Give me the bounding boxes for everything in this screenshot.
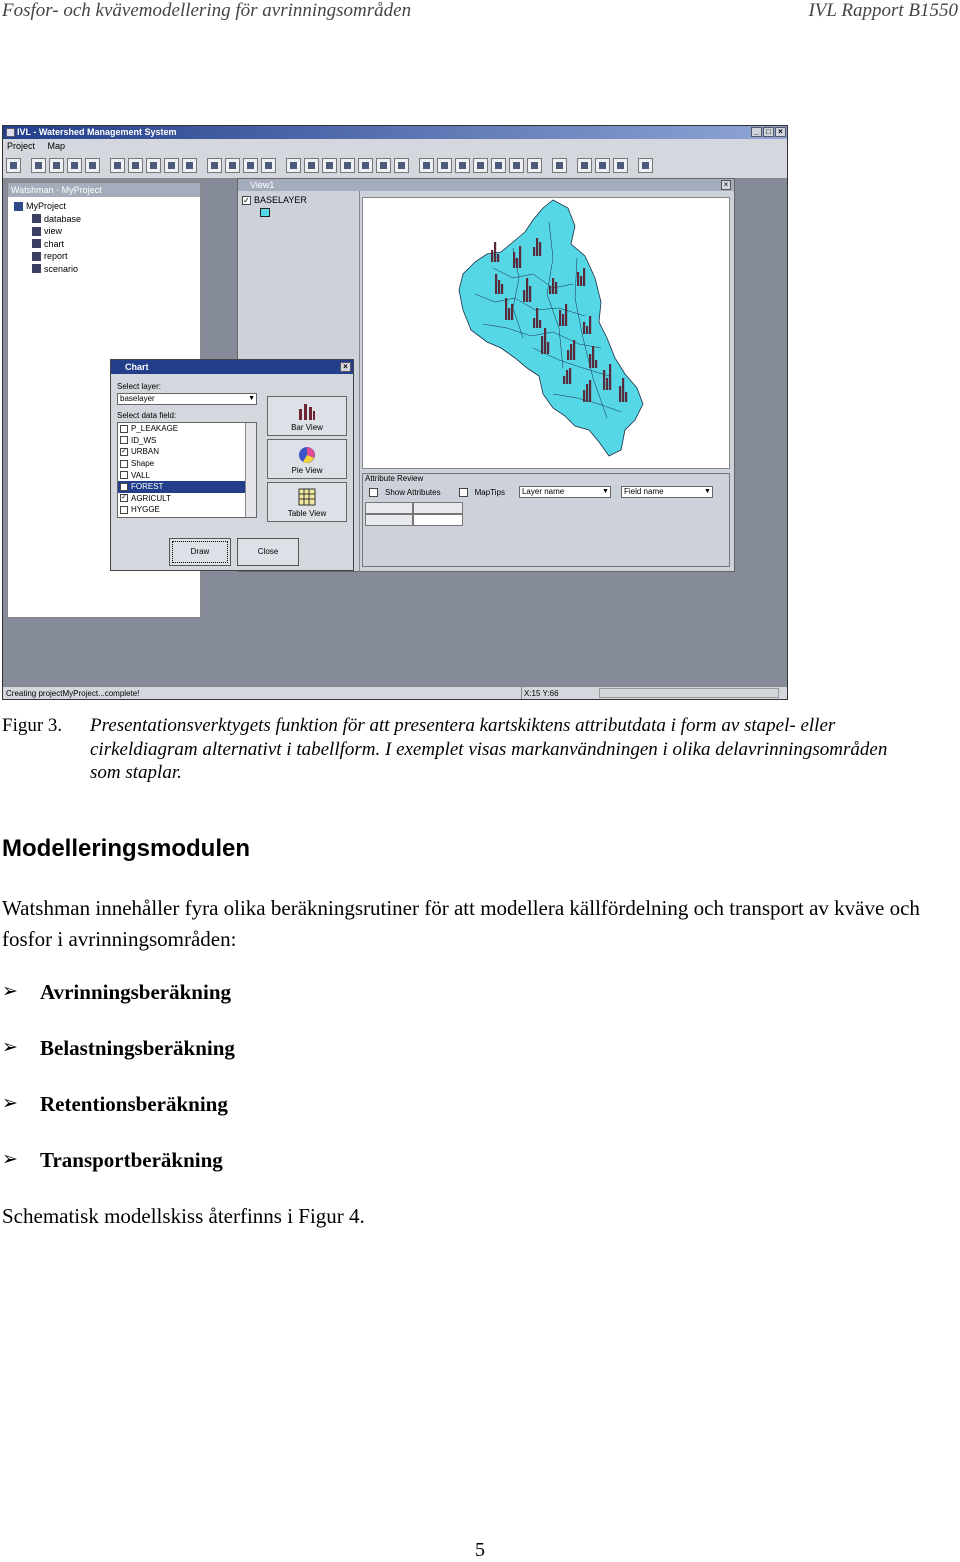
chart-icon <box>32 239 41 248</box>
map-bar <box>511 304 513 320</box>
field-label: AGRICULT <box>131 493 171 503</box>
help-icon[interactable] <box>638 158 653 173</box>
layer-legend <box>242 195 357 295</box>
chart-dialog <box>110 359 354 571</box>
arrow-bullet-icon: ➢ <box>2 1037 18 1058</box>
closing-paragraph: Schematisk modellskiss återfinns i Figur 4. <box>2 1204 365 1228</box>
map-bar <box>622 378 624 402</box>
chart-dialog-title: Chart × <box>111 360 353 374</box>
zoom-in-icon[interactable] <box>304 158 319 173</box>
report-icon <box>32 252 41 261</box>
layer-name-select[interactable]: Layer name ▼ <box>519 486 611 498</box>
map-bar <box>567 350 569 360</box>
page-number: 5 <box>475 1539 485 1561</box>
tree-item-report[interactable]: report <box>14 250 200 263</box>
open-icon[interactable] <box>49 158 64 173</box>
field-checkbox[interactable] <box>120 436 128 444</box>
layer-swatch <box>260 208 270 217</box>
map-bar <box>589 354 591 368</box>
view-icon <box>32 227 41 236</box>
map-graphic <box>363 198 729 468</box>
map-bar <box>577 272 579 286</box>
status-panel <box>599 688 779 698</box>
map-bar <box>539 242 541 256</box>
view-close-button[interactable]: × <box>721 180 731 190</box>
attribute-grid[interactable] <box>365 502 463 526</box>
map-bar <box>526 278 528 302</box>
minimize-button[interactable]: _ <box>751 127 762 137</box>
close-button[interactable]: × <box>775 127 786 137</box>
full-extent-icon[interactable] <box>358 158 373 173</box>
new-icon[interactable] <box>31 158 46 173</box>
map-bar <box>536 308 538 328</box>
map-bar <box>566 370 568 384</box>
field-label: VALL <box>131 470 150 480</box>
map-bar <box>625 392 627 402</box>
tree-item-chart[interactable]: chart <box>14 238 200 251</box>
app-icon <box>6 128 15 137</box>
section-heading: Modelleringsmodulen <box>2 835 251 862</box>
toolbar <box>3 153 787 179</box>
figure-caption-text: Presentationsverktygets funktion för att presentera kartskiktens attributdata i form av stapel- eller cirkeldiagram alternativt i tabellform. I exemplet visas markanvändningen i olika delavrinningsområden som staplar. <box>90 715 888 783</box>
shape-icon[interactable] <box>164 158 179 173</box>
field-item-urban[interactable] <box>118 446 256 458</box>
field-label: URBAN <box>131 447 160 457</box>
maximize-button[interactable]: □ <box>763 127 774 137</box>
query-icon[interactable] <box>243 158 258 173</box>
export-icon[interactable] <box>613 158 628 173</box>
table-view-button[interactable]: Table View <box>267 482 347 522</box>
app-title: IVL - Watershed Management System <box>17 127 177 137</box>
arrow-bullet-icon: ➢ <box>2 981 18 1002</box>
layer-select[interactable]: baselayer ▼ <box>117 393 257 405</box>
field-label: HYGGE <box>131 505 160 515</box>
list-item: ➢ Avrinningsberäkning <box>2 980 231 1004</box>
attribute-review-label: Attribute Review <box>365 474 424 483</box>
map-bar <box>562 314 564 326</box>
app-screenshot <box>2 125 788 700</box>
show-attributes-checkbox[interactable] <box>369 488 378 497</box>
pie-view-button[interactable]: Pie View <box>267 439 347 479</box>
toolbar-button[interactable] <box>6 158 21 173</box>
running-header-title: Fosfor- och kvävemodellering för avrinningsområden <box>2 0 412 21</box>
bar-view-button[interactable]: Bar View <box>267 396 347 436</box>
map-bar <box>583 390 585 402</box>
field-item-shape[interactable] <box>118 458 256 470</box>
project-panel-title: Watshman - MyProject <box>8 183 200 197</box>
select-icon[interactable] <box>419 158 434 173</box>
map-bar <box>497 254 499 262</box>
map-bar <box>539 320 541 328</box>
field-checkbox[interactable]: ✓ <box>121 494 127 502</box>
table-icon[interactable] <box>182 158 197 173</box>
map-bar <box>570 344 572 360</box>
map-bar <box>586 384 588 402</box>
map-bar <box>555 282 557 294</box>
map-canvas[interactable] <box>362 197 730 469</box>
field-item-id_ws[interactable] <box>118 435 256 447</box>
label-icon[interactable] <box>261 158 276 173</box>
map-bar <box>573 340 575 360</box>
map-bar <box>580 276 582 286</box>
measure-icon[interactable] <box>491 158 506 173</box>
map-bar <box>536 238 538 256</box>
map-bar <box>495 274 497 294</box>
list-item: ➢ Belastningsberäkning <box>2 1036 235 1060</box>
project-icon <box>14 202 23 211</box>
map-bar <box>559 310 561 326</box>
menu-map[interactable]: Map <box>47 141 66 151</box>
maptips-label: MapTips <box>474 487 505 497</box>
draw-button[interactable]: Draw <box>169 538 231 566</box>
status-message: Creating projectMyProject...complete! <box>6 689 140 698</box>
field-checkbox[interactable] <box>120 460 128 468</box>
scenario-icon <box>32 264 41 273</box>
menu-project[interactable]: Project <box>7 141 36 151</box>
field-item-hygge[interactable] <box>118 504 256 516</box>
tree-item-view[interactable]: view <box>14 225 200 238</box>
map-bar <box>544 328 546 354</box>
map-bar <box>565 304 567 326</box>
app-titlebar <box>3 126 787 139</box>
map-bar <box>498 280 500 294</box>
field-checkbox[interactable] <box>120 471 128 479</box>
chart-dialog-close-icon[interactable]: × <box>340 362 351 372</box>
figure-label: Figur 3. <box>2 715 63 736</box>
close-dialog-button[interactable]: Close <box>237 538 299 566</box>
map-bar <box>533 247 535 256</box>
data-field-list[interactable] <box>117 422 257 518</box>
delete-icon[interactable] <box>455 158 470 173</box>
map-bar <box>549 286 551 294</box>
identify-icon[interactable] <box>376 158 391 173</box>
map-bar <box>609 364 611 390</box>
maptips-checkbox[interactable] <box>459 488 468 497</box>
map-bar <box>547 342 549 354</box>
pointer-icon[interactable] <box>286 158 301 173</box>
map-bar <box>508 308 510 320</box>
map-bar <box>589 316 591 334</box>
map-bar <box>592 346 594 368</box>
status-coords: X:15 Y:66 <box>521 687 597 700</box>
view-window-title: View1 × <box>238 179 734 191</box>
tree-root[interactable]: MyProject <box>14 200 200 213</box>
pan-icon[interactable] <box>340 158 355 173</box>
field-checkbox[interactable]: ✓ <box>121 447 127 455</box>
running-header-report: IVL Rapport B1550 <box>808 0 958 21</box>
map-bar <box>541 336 543 354</box>
field-checkbox[interactable] <box>120 506 128 514</box>
map-bar <box>595 360 597 368</box>
map-bar <box>501 284 503 294</box>
edit-icon[interactable] <box>146 158 161 173</box>
database-icon <box>32 214 41 223</box>
zoom-out-icon[interactable] <box>322 158 337 173</box>
arrow-bullet-icon: ➢ <box>2 1093 18 1114</box>
map-bar <box>529 286 531 302</box>
field-item-forest[interactable] <box>118 481 256 493</box>
arrow-bullet-icon: ➢ <box>2 1149 18 1170</box>
figure-caption <box>2 714 922 785</box>
map-bar <box>513 252 515 268</box>
intro-paragraph: Watshman innehåller fyra olika beräkningsrutiner för att modellera källfördelning och transport av kväve och fosfor i avrinningsområden: <box>2 896 920 951</box>
field-label: P_LEAKAGE <box>131 424 179 434</box>
save-icon[interactable] <box>67 158 82 173</box>
field-checkbox[interactable]: ✓ <box>121 482 127 490</box>
field-label: Shape <box>131 459 155 469</box>
map-bar <box>583 268 585 286</box>
draw-icon[interactable] <box>509 158 524 173</box>
map-bar <box>586 326 588 334</box>
layer-icon[interactable] <box>110 158 125 173</box>
select-layer-label: Select layer: <box>117 382 162 391</box>
map-bar <box>552 278 554 294</box>
calculation-list <box>2 980 235 1204</box>
settings-icon[interactable] <box>552 158 567 173</box>
field-label: FOREST <box>131 482 164 492</box>
copy-icon[interactable] <box>527 158 542 173</box>
map-bar <box>494 242 496 262</box>
table-icon <box>297 487 317 507</box>
map-bar <box>533 318 535 328</box>
field-list-scrollbar[interactable] <box>245 423 256 517</box>
field-checkbox[interactable] <box>120 425 128 433</box>
menubar <box>3 139 787 153</box>
pie-chart-icon <box>297 444 317 464</box>
print-icon[interactable] <box>85 158 100 173</box>
project-tree <box>8 197 200 275</box>
map-bar <box>516 258 518 268</box>
field-item-agricult[interactable] <box>118 493 256 505</box>
show-attributes-label: Show Attributes <box>385 487 441 497</box>
map-bar <box>505 298 507 320</box>
layer-name: BASELAYER <box>254 195 307 205</box>
tree-item-scenario[interactable]: scenario <box>14 263 200 276</box>
list-item: ➢ Retentionsberäkning <box>2 1092 228 1116</box>
select-field-label: Select data field: <box>117 411 177 420</box>
field-name-select[interactable]: Field name ▼ <box>621 486 713 498</box>
refresh-icon[interactable] <box>394 158 409 173</box>
map-bar <box>569 368 571 384</box>
chart-icon[interactable] <box>595 158 610 173</box>
tree-item-database[interactable]: database <box>14 213 200 226</box>
map-bar <box>583 322 585 334</box>
attribute-review-panel <box>362 473 730 567</box>
globe-icon[interactable] <box>207 158 222 173</box>
find-icon[interactable] <box>473 158 488 173</box>
bar-chart-icon <box>297 401 317 421</box>
field-item-vall[interactable] <box>118 469 256 481</box>
status-bar <box>3 686 787 699</box>
report-icon[interactable] <box>577 158 592 173</box>
layer-visible-checkbox[interactable]: ✓ <box>243 195 250 205</box>
map-bar <box>606 378 608 390</box>
map-bar <box>603 370 605 390</box>
map-bar <box>563 376 565 384</box>
map-bar <box>619 386 621 402</box>
field-label: ID_WS <box>131 435 157 445</box>
map-bar <box>523 290 525 302</box>
list-item: ➢ Transportberäkning <box>2 1148 223 1172</box>
map-bar <box>519 246 521 268</box>
add-layer-icon[interactable] <box>128 158 143 173</box>
map-bar <box>589 380 591 402</box>
check-icon[interactable] <box>437 158 452 173</box>
map-bar <box>491 250 493 262</box>
field-item-p_leakage[interactable] <box>118 423 256 435</box>
globe-add-icon[interactable] <box>225 158 240 173</box>
